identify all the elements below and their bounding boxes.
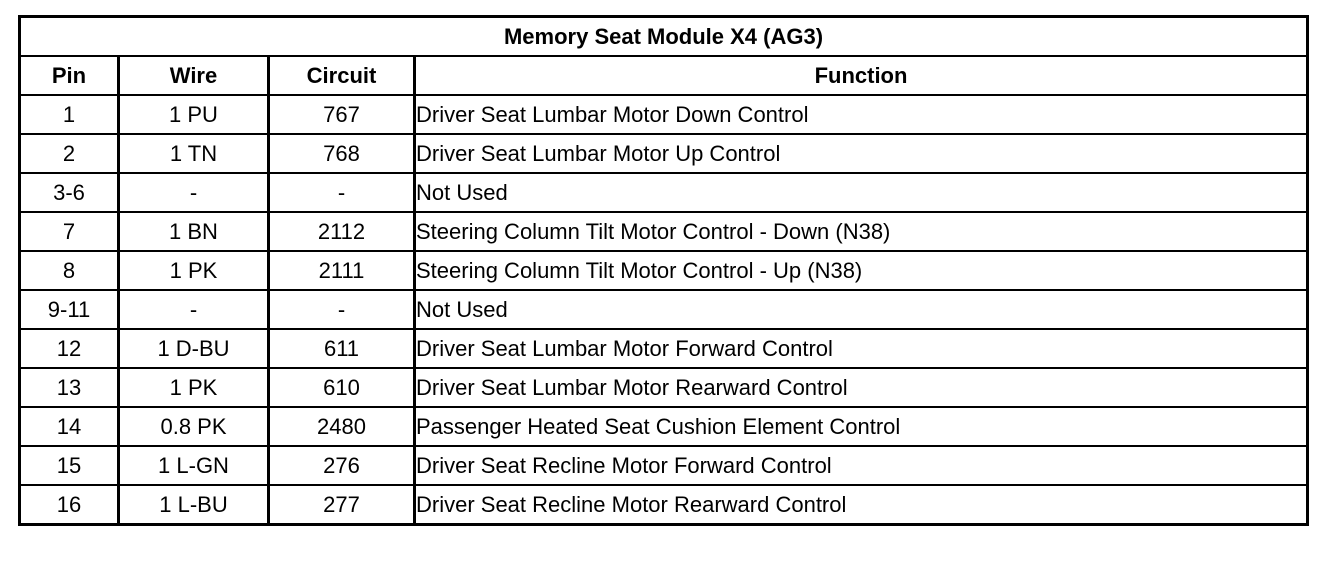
pin-cell: 8 (20, 251, 119, 290)
table-row (20, 173, 1308, 212)
wire-cell: 1 L-GN (119, 446, 269, 485)
circuit-cell: 768 (269, 134, 415, 173)
function-cell: Steering Column Tilt Motor Control - Down (N38) (415, 212, 1308, 251)
title-row (20, 17, 1308, 57)
connector-pinout-table (18, 15, 1309, 526)
wire-cell: 0.8 PK (119, 407, 269, 446)
pin-cell: 15 (20, 446, 119, 485)
wire-cell: 1 PK (119, 251, 269, 290)
header-circuit: Circuit (269, 56, 415, 95)
circuit-cell: 277 (269, 485, 415, 525)
wire-cell: 1 D-BU (119, 329, 269, 368)
wire-cell: 1 TN (119, 134, 269, 173)
function-cell: Passenger Heated Seat Cushion Element Control (415, 407, 1308, 446)
pin-cell: 12 (20, 329, 119, 368)
circuit-cell: 611 (269, 329, 415, 368)
function-cell: Driver Seat Lumbar Motor Rearward Control (415, 368, 1308, 407)
function-cell: Steering Column Tilt Motor Control - Up (N38) (415, 251, 1308, 290)
table-row (20, 212, 1308, 251)
pin-cell: 2 (20, 134, 119, 173)
circuit-cell: 610 (269, 368, 415, 407)
wire-cell: - (119, 290, 269, 329)
function-cell: Driver Seat Lumbar Motor Up Control (415, 134, 1308, 173)
table-row (20, 368, 1308, 407)
function-cell: Not Used (415, 173, 1308, 212)
function-cell: Driver Seat Lumbar Motor Forward Control (415, 329, 1308, 368)
circuit-cell: - (269, 173, 415, 212)
header-pin: Pin (20, 56, 119, 95)
table-row (20, 407, 1308, 446)
function-cell: Not Used (415, 290, 1308, 329)
circuit-cell: 276 (269, 446, 415, 485)
circuit-cell: 2112 (269, 212, 415, 251)
circuit-cell: 2111 (269, 251, 415, 290)
table-row (20, 134, 1308, 173)
wire-cell: 1 PU (119, 95, 269, 134)
pin-cell: 9-11 (20, 290, 119, 329)
table-row (20, 446, 1308, 485)
header-function: Function (415, 56, 1308, 95)
wire-cell: 1 PK (119, 368, 269, 407)
function-cell: Driver Seat Lumbar Motor Down Control (415, 95, 1308, 134)
pin-cell: 1 (20, 95, 119, 134)
wire-cell: 1 L-BU (119, 485, 269, 525)
pin-cell: 16 (20, 485, 119, 525)
pin-cell: 7 (20, 212, 119, 251)
pin-cell: 14 (20, 407, 119, 446)
circuit-cell: 2480 (269, 407, 415, 446)
pin-cell: 3-6 (20, 173, 119, 212)
table-row (20, 329, 1308, 368)
table-row (20, 485, 1308, 525)
wire-cell: - (119, 173, 269, 212)
table-title: Memory Seat Module X4 (AG3) (20, 17, 1308, 57)
header-wire: Wire (119, 56, 269, 95)
function-cell: Driver Seat Recline Motor Rearward Control (415, 485, 1308, 525)
circuit-cell: 767 (269, 95, 415, 134)
table-row (20, 290, 1308, 329)
table-row (20, 251, 1308, 290)
wire-cell: 1 BN (119, 212, 269, 251)
table-row (20, 95, 1308, 134)
function-cell: Driver Seat Recline Motor Forward Control (415, 446, 1308, 485)
table-body (20, 95, 1308, 525)
header-row (20, 56, 1308, 95)
pin-cell: 13 (20, 368, 119, 407)
circuit-cell: - (269, 290, 415, 329)
